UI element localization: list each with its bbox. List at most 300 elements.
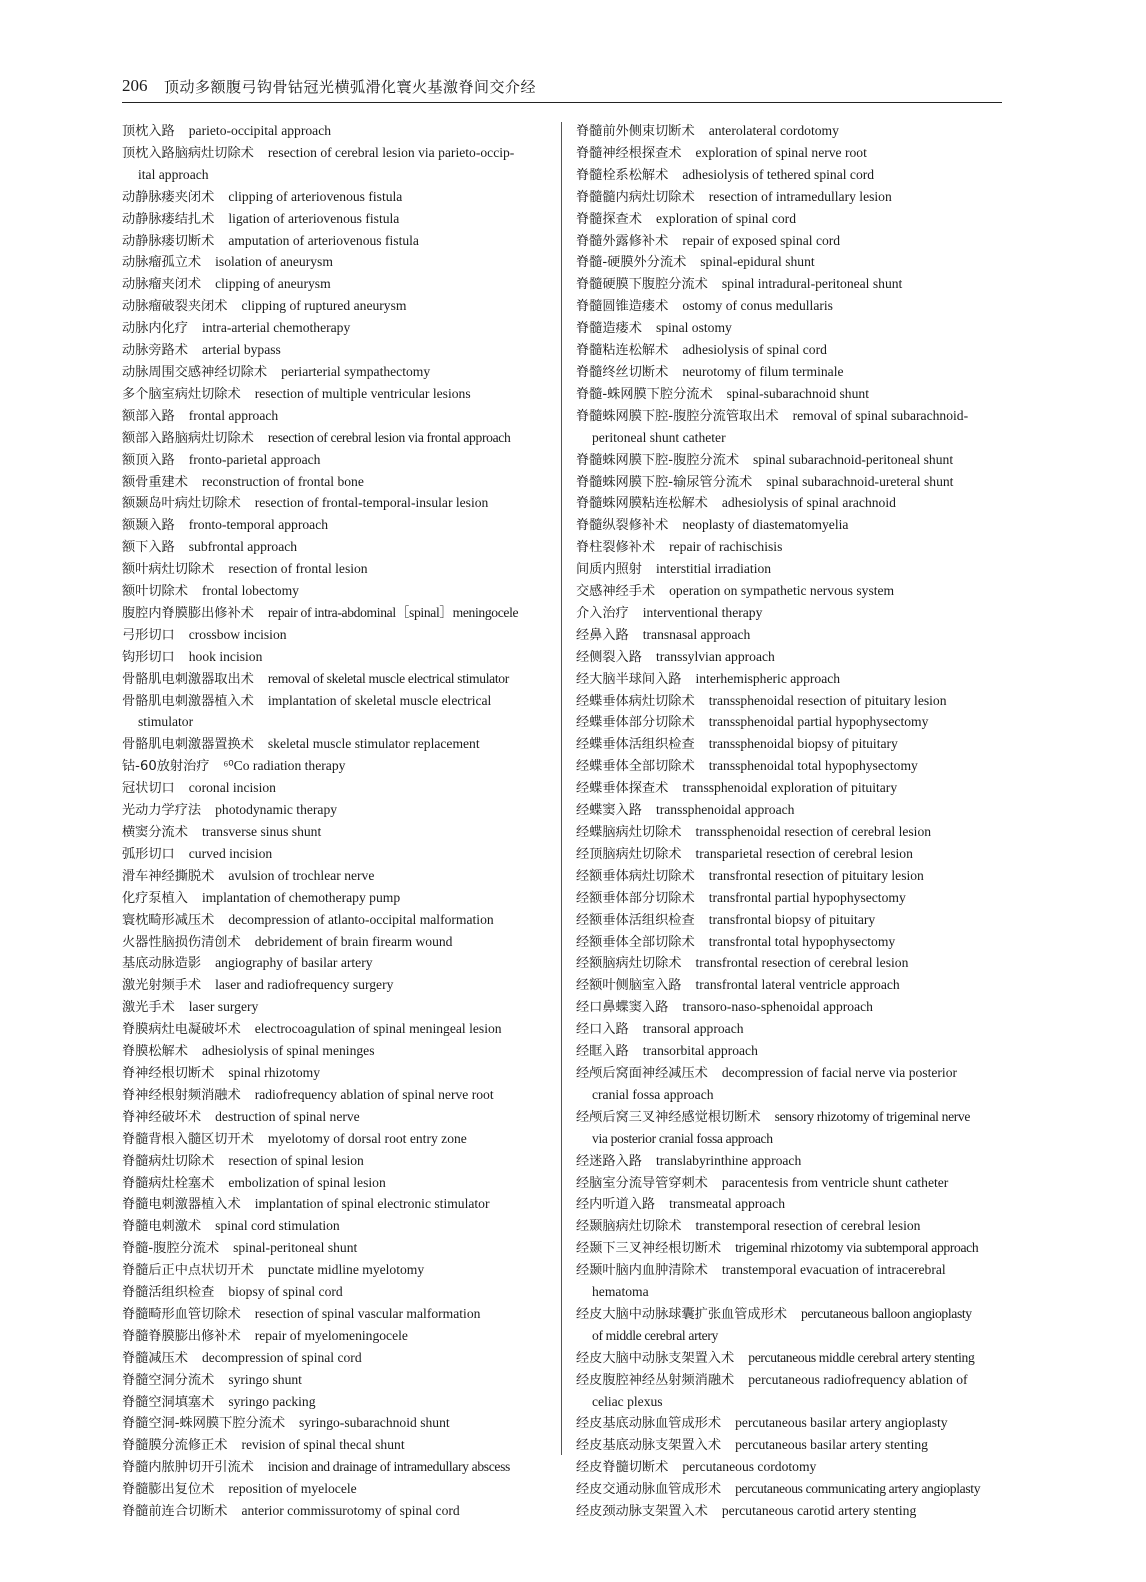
term-english: transfrontal resection of cerebral lesion	[695, 955, 909, 971]
term-chinese: 脊神经破坏术	[122, 1109, 202, 1125]
term-english: debridement of brain firearm wound	[254, 933, 453, 949]
term-english-cont-text: ital approach	[138, 166, 209, 182]
term-chinese: 火器性脑损伤清创术	[122, 934, 241, 950]
term-chinese: 寰枕畸形减压术	[122, 912, 215, 928]
glossary-entry	[122, 910, 548, 932]
glossary-entry	[122, 1063, 548, 1085]
glossary-entry	[576, 1216, 1002, 1238]
term-chinese: 脊髓空洞-蛛网膜下腔分流术	[122, 1416, 286, 1432]
term-english: hook incision	[188, 648, 263, 664]
term-chinese: 经蝶窦入路	[576, 803, 642, 819]
term-english: fronto-temporal approach	[188, 517, 329, 533]
term-english: transsphenoidal approach	[655, 802, 795, 818]
term-english: clipping of arteriovenous fistula	[228, 188, 403, 204]
page-header	[122, 74, 1002, 103]
term-english-cont-text: via posterior cranial fossa approach	[592, 1130, 773, 1146]
term-english: transfrontal partial hypophysectomy	[708, 889, 906, 905]
glossary-entry	[122, 1392, 548, 1414]
term-english-continuation	[122, 712, 548, 734]
term-chinese: 脊髓粘连松解术	[576, 343, 669, 359]
glossary-entry	[122, 822, 548, 844]
term-english: transverse sinus shunt	[201, 824, 322, 839]
glossary-entry	[576, 406, 1002, 428]
term-english: resection of cerebral lesion via frontal approach	[267, 429, 511, 445]
glossary-entry	[576, 932, 1002, 954]
glossary-entry	[576, 472, 1002, 494]
term-chinese: 经皮腹腔神经丛射频消融术	[576, 1372, 735, 1388]
term-chinese: 经大脑半球间入路	[576, 671, 682, 687]
glossary-entry	[122, 800, 548, 822]
term-english: incision and drainage of intramedullary abscess	[267, 1459, 510, 1475]
term-english: percutaneous carotid artery stenting	[721, 1503, 917, 1519]
term-chinese: 钴-60放射治疗	[122, 759, 210, 775]
glossary-entry	[122, 625, 548, 647]
term-chinese: 脊髓髓内病灶切除术	[576, 189, 695, 205]
term-chinese: 顶枕入路脑病灶切除术	[122, 145, 254, 161]
term-english: percutaneous cordotomy	[682, 1459, 817, 1475]
glossary-entry	[576, 734, 1002, 756]
term-chinese: 额下入路	[122, 540, 175, 556]
glossary-entry	[122, 756, 548, 778]
glossary-entry	[576, 384, 1002, 406]
term-english: removal of skeletal muscle electrical stimulator	[267, 670, 509, 686]
term-chinese: 光动力学疗法	[122, 803, 202, 819]
term-english: reconstruction of frontal bone	[201, 473, 364, 489]
glossary-entry	[122, 1304, 548, 1326]
term-chinese: 顶枕入路	[122, 124, 175, 139]
term-chinese: 脊髓电刺激器植入术	[122, 1197, 241, 1213]
term-chinese: 脊髓纵裂修补术	[576, 518, 669, 534]
glossary-entry	[576, 975, 1002, 997]
term-chinese: 经颅后窝三叉神经感觉根切断术	[576, 1109, 761, 1125]
glossary-entry	[576, 1173, 1002, 1195]
term-chinese: 脊髓-腹腔分流术	[122, 1241, 220, 1257]
term-english: transfrontal lateral ventricle approach	[695, 977, 900, 993]
term-english: transtemporal evacuation of intracerebral	[721, 1262, 946, 1278]
term-chinese: 经蝶垂体病灶切除术	[576, 693, 695, 709]
term-english: translabyrinthine approach	[655, 1152, 802, 1168]
term-english: destruction of spinal nerve	[215, 1108, 360, 1124]
glossary-entry	[122, 362, 548, 384]
term-english: transparietal resection of cerebral lesion	[695, 845, 913, 861]
term-chinese: 脊髓后正中点状切开术	[122, 1263, 254, 1279]
glossary-entry	[122, 647, 548, 669]
term-english-continuation	[122, 165, 548, 187]
term-english: adhesiolysis of tethered spinal cord	[682, 166, 875, 182]
glossary-entry	[576, 888, 1002, 910]
term-english: spinal-peritoneal shunt	[233, 1240, 358, 1256]
term-chinese: 经皮大脑中动脉支架置入术	[576, 1350, 735, 1366]
term-english: biopsy of spinal cord	[228, 1284, 343, 1300]
glossary-entry	[576, 559, 1002, 581]
term-chinese: 额颞入路	[122, 518, 175, 534]
term-english: electrocoagulation of spinal meningeal lesion	[254, 1021, 502, 1037]
term-chinese: 脊髓膜分流修正术	[122, 1438, 228, 1454]
glossary-entry	[122, 734, 548, 756]
term-english: percutaneous middle cerebral artery stenting	[748, 1349, 975, 1365]
term-chinese: 脊髓蛛网膜粘连松解术	[576, 496, 708, 512]
term-chinese: 脊髓-硬膜外分流术	[576, 255, 687, 271]
term-english: transoral approach	[642, 1021, 744, 1037]
term-english: resection of intramedullary lesion	[708, 188, 892, 204]
term-chinese: 经额垂体部分切除术	[576, 890, 695, 906]
term-english-continuation	[576, 1392, 1002, 1414]
term-english: repair of myelomeningocele	[254, 1327, 408, 1343]
term-chinese: 经侧裂入路	[576, 649, 642, 665]
glossary-entry	[122, 537, 548, 559]
term-english: percutaneous balloon angioplasty	[801, 1305, 972, 1321]
term-chinese: 横窦分流术	[122, 825, 188, 840]
term-chinese: 脊髓探查术	[576, 211, 642, 227]
term-chinese: 经口鼻蝶窦入路	[576, 1000, 669, 1016]
term-chinese: 脊髓减压术	[122, 1350, 188, 1366]
term-chinese: 动静脉瘘夹闭术	[122, 189, 215, 205]
glossary-entry	[576, 844, 1002, 866]
term-chinese: 经口入路	[576, 1022, 629, 1038]
glossary-entry	[576, 1260, 1002, 1282]
term-chinese: 经蝶脑病灶切除术	[576, 825, 682, 840]
term-english: implantation of skeletal muscle electrical	[267, 692, 492, 708]
term-english: syringo packing	[228, 1393, 316, 1409]
glossary-entry	[122, 143, 548, 165]
term-english: avulsion of trochlear nerve	[228, 867, 375, 883]
term-english-continuation	[576, 1129, 1002, 1151]
glossary-entry	[576, 581, 1002, 603]
term-chinese: 脊髓栓系松解术	[576, 167, 669, 183]
glossary-entry	[576, 143, 1002, 165]
term-chinese: 脊髓外露修补术	[576, 233, 669, 249]
term-chinese: 经蝶垂体探查术	[576, 781, 669, 797]
glossary-entry	[122, 340, 548, 362]
term-english: resection of spinal lesion	[228, 1152, 364, 1168]
term-chinese: 经皮颈动脉支架置入术	[576, 1504, 708, 1520]
term-chinese: 脊柱裂修补术	[576, 540, 656, 556]
term-english: decompression of atlanto-occipital malformation	[228, 911, 494, 927]
glossary-entry	[122, 975, 548, 997]
glossary-entry	[576, 647, 1002, 669]
glossary-entry	[122, 953, 548, 975]
term-english: spinal intradural-peritoneal shunt	[721, 276, 903, 292]
term-english-cont-text: stimulator	[138, 714, 194, 730]
term-chinese: 脊髓活组织检查	[122, 1285, 215, 1301]
term-chinese: 激光射频手术	[122, 978, 202, 994]
term-chinese: 脊髓神经根探查术	[576, 145, 682, 161]
term-chinese: 多个脑室病灶切除术	[122, 386, 241, 402]
glossary-entry	[576, 1501, 1002, 1523]
glossary-entry	[122, 231, 548, 253]
term-chinese: 脊髓电刺激术	[122, 1219, 202, 1235]
term-english: interstitial irradiation	[655, 561, 772, 577]
glossary-entry	[576, 515, 1002, 537]
term-english: radiofrequency ablation of spinal nerve root	[254, 1086, 494, 1102]
term-chinese: 骨骼肌电刺激器置换术	[122, 737, 254, 753]
term-english: resection of multiple ventricular lesions	[254, 385, 471, 401]
glossary-entry	[576, 800, 1002, 822]
term-english-cont-text: of middle cerebral artery	[592, 1327, 718, 1343]
glossary-entry	[576, 910, 1002, 932]
term-chinese: 骨骼肌电刺激器取出术	[122, 671, 254, 687]
term-english-continuation	[576, 1282, 1002, 1304]
term-english: transsphenoidal resection of pituitary lesion	[708, 692, 947, 708]
term-chinese: 经内听道入路	[576, 1197, 656, 1213]
term-english: spinal cord stimulation	[215, 1218, 340, 1234]
term-english: embolization of spinal lesion	[228, 1174, 386, 1190]
glossary-entry	[576, 1413, 1002, 1435]
glossary-entry	[576, 712, 1002, 734]
term-chinese: 额颞岛叶病灶切除术	[122, 496, 241, 512]
glossary-entry	[122, 1173, 548, 1195]
glossary-entry	[576, 1370, 1002, 1392]
term-chinese: 脊髓-蛛网膜下腔分流术	[576, 386, 713, 402]
glossary-entry	[122, 1282, 548, 1304]
term-chinese: 介入治疗	[576, 605, 629, 621]
glossary-entry	[122, 778, 548, 800]
term-english: transfrontal resection of pituitary lesion	[708, 867, 924, 883]
glossary-entry	[122, 1085, 548, 1107]
glossary-entry	[576, 1457, 1002, 1479]
term-english: photodynamic therapy	[215, 802, 338, 818]
glossary-entry	[576, 1151, 1002, 1173]
glossary-entry	[122, 384, 548, 406]
glossary-entry	[122, 296, 548, 318]
term-chinese: 脊髓膨出复位术	[122, 1482, 215, 1498]
term-english: anterior commissurotomy of spinal cord	[241, 1503, 460, 1519]
term-english: laser and radiofrequency surgery	[215, 977, 394, 993]
term-english: sensory rhizotomy of trigeminal nerve	[774, 1108, 971, 1124]
term-english: interventional therapy	[642, 604, 763, 620]
term-chinese: 经颞下三叉神经根切断术	[576, 1241, 722, 1257]
glossary-entry	[122, 1151, 548, 1173]
term-english: adhesiolysis of spinal arachnoid	[721, 495, 896, 511]
glossary-entry	[122, 1238, 548, 1260]
term-english: repair of exposed spinal cord	[682, 232, 841, 248]
term-chinese: 脊髓蛛网膜下腔-腹腔分流管取出术	[576, 408, 779, 424]
glossary-entry	[122, 1413, 548, 1435]
term-chinese: 动静脉瘘切断术	[122, 233, 215, 249]
term-english: transfrontal total hypophysectomy	[708, 933, 896, 949]
term-english: trigeminal rhizotomy via subtemporal approach	[735, 1240, 979, 1256]
term-english: clipping of aneurysm	[215, 276, 331, 292]
glossary-entry	[122, 121, 548, 143]
term-english: transsphenoidal resection of cerebral lesion	[695, 824, 932, 839]
term-chinese: 经颞叶脑内血肿清除术	[576, 1263, 708, 1279]
term-english: adhesiolysis of spinal cord	[682, 342, 827, 358]
glossary-entry	[576, 187, 1002, 209]
term-chinese: 经蝶垂体活组织检查	[576, 737, 695, 753]
term-english: frontal lobectomy	[201, 583, 299, 599]
glossary-entry	[122, 1479, 548, 1501]
term-chinese: 经皮基底动脉支架置入术	[576, 1438, 722, 1454]
glossary-entry	[576, 953, 1002, 975]
term-chinese: 脊神经根射频消融术	[122, 1087, 241, 1103]
term-english: transfrontal biopsy of pituitary	[708, 911, 876, 927]
glossary-entry	[122, 318, 548, 340]
term-english: syringo-subarachnoid shunt	[299, 1415, 450, 1431]
right-column	[576, 121, 1002, 1523]
term-english: implantation of spinal electronic stimulator	[254, 1196, 490, 1212]
term-chinese: 间质内照射	[576, 562, 642, 578]
glossary-entry	[576, 691, 1002, 713]
term-english: decompression of facial nerve via posterior	[721, 1064, 958, 1080]
term-chinese: 脊髓背根入髓区切开术	[122, 1131, 254, 1147]
term-english: clipping of ruptured aneurysm	[241, 298, 407, 314]
glossary-entry	[576, 1194, 1002, 1216]
glossary-entry	[576, 493, 1002, 515]
glossary-entry	[122, 515, 548, 537]
glossary-entry	[122, 1457, 548, 1479]
term-chinese: 脊髓蛛网膜下腔-腹腔分流术	[576, 452, 740, 468]
glossary-entry	[576, 231, 1002, 253]
glossary-entry	[122, 1129, 548, 1151]
term-english: spinal subarachnoid-ureteral shunt	[766, 473, 954, 489]
term-english: transsphenoidal biopsy of pituitary	[708, 736, 898, 752]
term-english: spinal-subarachnoid shunt	[726, 385, 869, 401]
glossary-entry	[122, 252, 548, 274]
term-english: crossbow incision	[188, 626, 287, 642]
term-english: transsphenoidal exploration of pituitary	[682, 780, 898, 796]
glossary-entry	[122, 932, 548, 954]
term-english: coronal incision	[188, 780, 276, 796]
term-chinese: 脊髓终丝切断术	[576, 364, 669, 380]
glossary-entry	[576, 669, 1002, 691]
glossary-entry	[576, 625, 1002, 647]
term-chinese: 经鼻入路	[576, 627, 629, 643]
glossary-entry	[122, 428, 548, 450]
glossary-entry	[122, 1435, 548, 1457]
glossary-entry	[122, 1501, 548, 1523]
term-chinese: 脊髓空洞分流术	[122, 1372, 215, 1388]
term-chinese: 化疗泵植入	[122, 890, 188, 906]
term-english: syringo shunt	[228, 1371, 302, 1387]
term-chinese: 脊髓病灶栓塞术	[122, 1175, 215, 1191]
term-english: transnasal approach	[642, 626, 751, 642]
term-english-continuation	[576, 428, 1002, 450]
glossary-entry	[576, 340, 1002, 362]
glossary-entry	[122, 1326, 548, 1348]
term-chinese: 额顶入路	[122, 452, 175, 468]
term-chinese: 经迷路入路	[576, 1153, 642, 1169]
term-english-continuation	[576, 1326, 1002, 1348]
term-english: amputation of arteriovenous fistula	[228, 232, 419, 248]
term-chinese: 经蝶垂体部分切除术	[576, 715, 695, 731]
glossary-entry	[576, 209, 1002, 231]
term-chinese: 经额叶侧脑室入路	[576, 978, 682, 994]
glossary-entry	[122, 1194, 548, 1216]
glossary-entry	[576, 318, 1002, 340]
term-english: removal of spinal subarachnoid-	[792, 407, 969, 423]
term-chinese: 额叶切除术	[122, 584, 188, 600]
term-english: anterolateral cordotomy	[708, 123, 839, 138]
term-english-cont-text: hematoma	[592, 1284, 649, 1300]
term-chinese: 经脑室分流导管穿刺术	[576, 1175, 708, 1191]
term-english: percutaneous basilar artery angioplasty	[735, 1415, 948, 1431]
term-chinese: 脊髓圆锥造瘘术	[576, 299, 669, 315]
glossary-entry	[122, 1019, 548, 1041]
term-chinese: 冠状切口	[122, 781, 175, 797]
glossary-entry	[122, 1107, 548, 1129]
glossary-entry	[122, 691, 548, 713]
term-english-continuation	[576, 1085, 1002, 1107]
term-english: ligation of arteriovenous fistula	[228, 210, 400, 226]
page-number: 206	[122, 76, 148, 95]
glossary-entry	[122, 450, 548, 472]
term-chinese: 经眶入路	[576, 1044, 629, 1060]
glossary-entry	[122, 274, 548, 296]
term-english: transoro-naso-sphenoidal approach	[682, 999, 873, 1015]
term-chinese: 动脉瘤破裂夹闭术	[122, 299, 228, 315]
term-english: frontal approach	[188, 407, 279, 423]
term-chinese: 激光手术	[122, 1000, 175, 1016]
term-chinese: 脊髓硬膜下腹腔分流术	[576, 277, 708, 293]
glossary-entry	[576, 1019, 1002, 1041]
term-english: curved incision	[188, 845, 273, 861]
term-english: percutaneous communicating artery angioplasty	[735, 1481, 981, 1497]
term-english-cont-text: peritoneal shunt catheter	[592, 429, 726, 445]
glossary-entry	[122, 866, 548, 888]
glossary-entry	[122, 1041, 548, 1063]
term-english: neurotomy of filum terminale	[682, 363, 844, 379]
term-english: resection of frontal lesion	[228, 561, 368, 577]
term-english: implantation of chemotherapy pump	[201, 889, 401, 905]
term-english: angiography of basilar artery	[215, 955, 373, 971]
glossary-entry	[122, 1348, 548, 1370]
term-english: intra-arterial chemotherapy	[201, 320, 351, 336]
term-chinese: 脊神经根切断术	[122, 1065, 215, 1081]
term-english: spinal-epidural shunt	[700, 254, 815, 270]
term-chinese: 经额垂体活组织检查	[576, 912, 695, 928]
term-chinese: 额骨重建术	[122, 474, 188, 490]
term-chinese: 额部入路脑病灶切除术	[122, 430, 254, 446]
glossary-entry	[576, 603, 1002, 625]
term-chinese: 经皮大脑中动脉球囊扩张血管成形术	[576, 1306, 787, 1322]
glossary-entry	[122, 187, 548, 209]
glossary-entry	[576, 252, 1002, 274]
term-chinese: 经皮脊髓切断术	[576, 1460, 669, 1476]
term-chinese: 基底动脉造影	[122, 956, 202, 972]
term-english: interhemispheric approach	[695, 670, 841, 686]
term-english: transmeatal approach	[669, 1196, 785, 1212]
term-english: decompression of spinal cord	[201, 1349, 362, 1365]
term-chinese: 钩形切口	[122, 649, 175, 665]
term-english: neoplasty of diastematomyelia	[682, 517, 849, 533]
term-chinese: 动脉瘤夹闭术	[122, 277, 202, 293]
term-english: repair of intra-abdominal［spinal］meningocele	[267, 604, 519, 620]
term-english-cont-text: celiac plexus	[592, 1393, 663, 1409]
term-chinese: 经顶脑病灶切除术	[576, 846, 682, 862]
glossary-entry	[122, 581, 548, 603]
column-divider	[561, 122, 562, 1455]
term-chinese: 经额脑病灶切除术	[576, 956, 682, 972]
term-chinese: 经颅后窝面神经减压术	[576, 1065, 708, 1081]
glossary-entry	[122, 1370, 548, 1392]
term-chinese: 脊髓空洞填塞术	[122, 1394, 215, 1410]
term-chinese: 经额垂体全部切除术	[576, 934, 695, 950]
term-chinese: 脊髓前连合切断术	[122, 1504, 228, 1520]
term-chinese: 弧形切口	[122, 846, 175, 862]
term-english: resection of frontal-temporal-insular lesion	[254, 495, 489, 511]
glossary-entry	[576, 756, 1002, 778]
glossary-entry	[122, 1216, 548, 1238]
term-chinese: 动脉瘤孤立术	[122, 255, 202, 271]
glossary-entry	[576, 1107, 1002, 1129]
term-chinese: 经颞脑病灶切除术	[576, 1219, 682, 1235]
term-english: resection of cerebral lesion via parieto-occip-	[267, 144, 515, 160]
glossary-entry	[576, 450, 1002, 472]
glossary-entry	[122, 472, 548, 494]
term-english: repair of rachischisis	[669, 539, 783, 555]
glossary-entry	[576, 778, 1002, 800]
term-english: parieto-occipital approach	[188, 123, 332, 138]
